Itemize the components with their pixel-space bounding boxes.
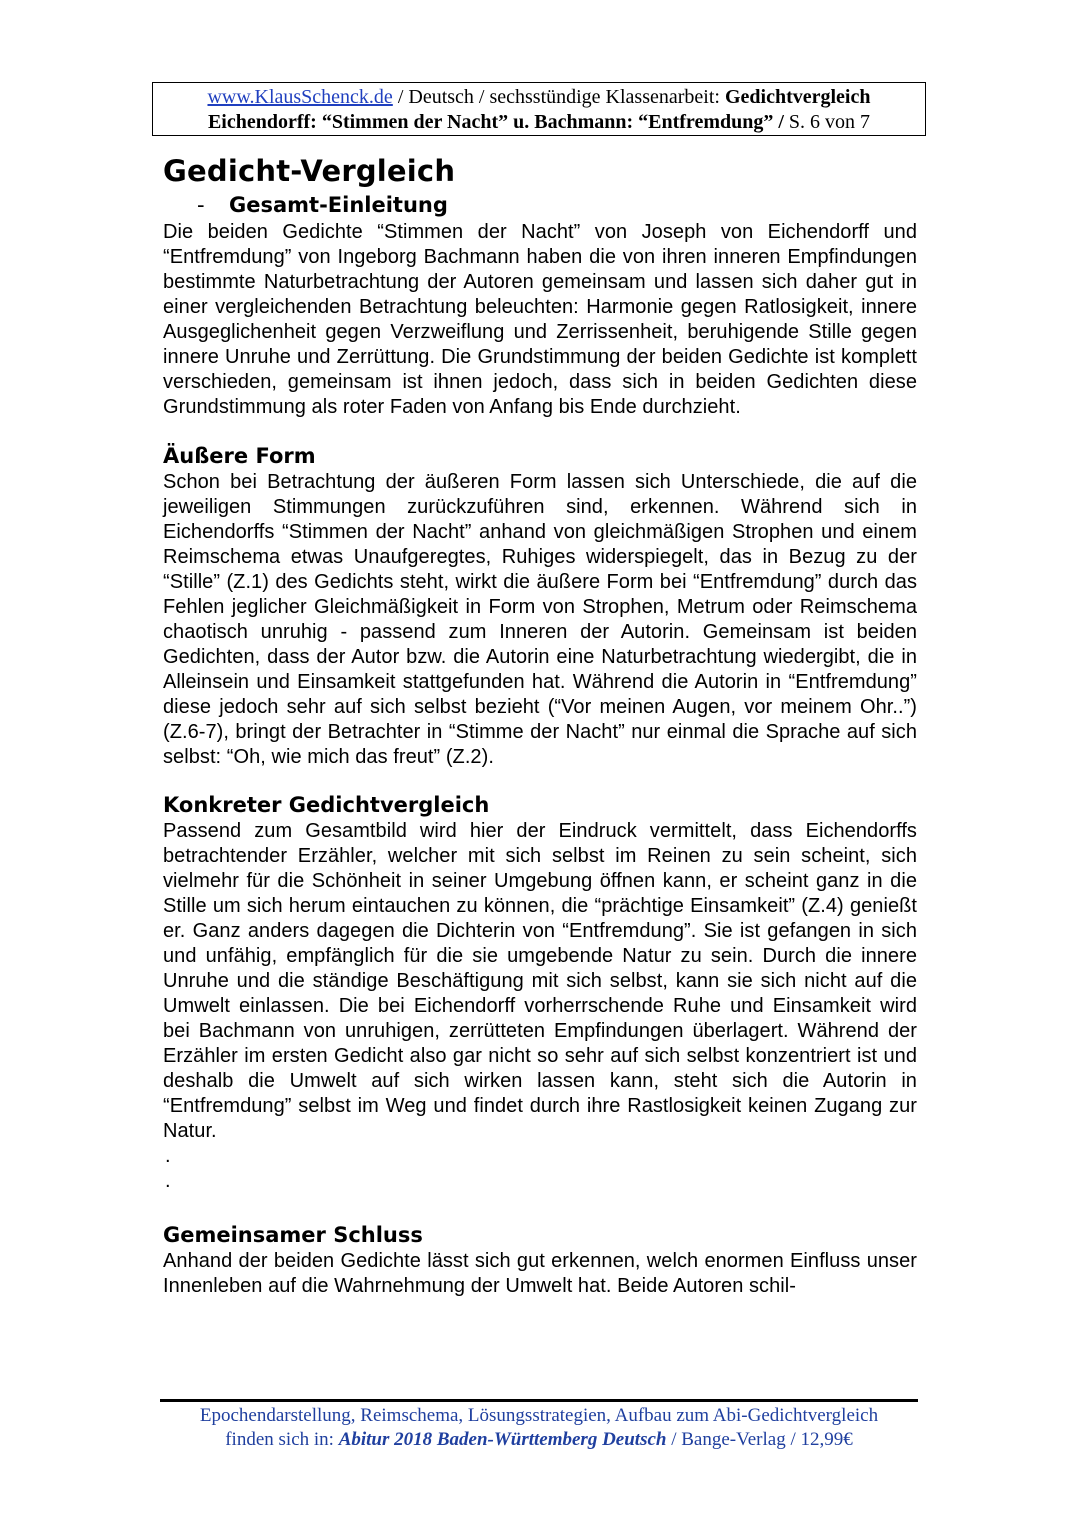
footer-line-2 [160, 1428, 918, 1452]
ellipsis-dot-1: . [165, 1145, 171, 1167]
section-text-form: Schon bei Betrachtung der äußeren Form lassen sich Unterschiede, die auf die jeweiligen Stimmungen zurückzuführen sind, erkennen. Während sich in Eichendorffs “Stimmen der Nacht” anhand von gleichmäßigen Strophen und einem Reimschema etwas Unaufgeregtes, Ruhiges widerspiegelt, das in Bezug zu der “Stille” (Z.1) des Gedichts steht, wirkt die äußere Form bei “Entfremdung” durch das Fehlen jeglicher Gleichmäßigkeit in Form von Strophen, Metrum oder Reimschema chaotisch unruhig - passend zum Inneren der Autorin. Gemeinsam ist beiden Gedichten, dass der Autor bzw. die Autorin eine Naturbetrachtung wiedergibt, die in Alleinsein und Einsamkeit stattgefunden hat. Während die Autorin in “Entfremdung” diese jedoch sehr auf sich selbst bezieht (“Vor meinen Augen, vor meinem Ohr..”) (Z.6-7), bringt der Betrachter in “Stimme der Nacht” nur einmal die Sprache auf sich selbst: “Oh, wie mich das freut” (Z.2). [163, 471, 917, 768]
footer-divider [160, 1399, 918, 1402]
ellipsis-dot-2: . [165, 1170, 171, 1192]
footer-book-title: Abitur 2018 Baden-Württemberg Deutsch [338, 1429, 667, 1450]
header-line-1 [153, 85, 925, 110]
header-poems: Eichendorff: “Stimmen der Nacht” u. Bachmann: “Entfremdung” / [207, 111, 784, 133]
subheading [163, 190, 917, 220]
header-page-number: S. 6 von 7 [783, 111, 871, 133]
section-heading-comparison: Konkreter Gedichtvergleich [163, 793, 490, 817]
section-text-comparison: Passend zum Gesamtbild wird hier der Eindruck vermittelt, dass Eichendorffs betrachtender Erzähler, welcher mit sich selbst im Reinen zu sein scheint, sich vielmehr für die Schönheit in seiner Umgebung öffnen kann, er scheint ganz in die Stille um sich herum eintauchen zu können, die “prächtige Einsamkeit” (Z.4) genießt er. Ganz anders dagegen die Dichterin von “Entfremdung”. Sie ist gefangen in sich und unfähig, empfänglich für die sie umgebende Natur zu sein. Durch die innere Unruhe und die ständige Beschäftigung mit sich selbst, kann sie sich nicht auf die Umwelt einlassen. Die bei Eichendorff vorherrschende Ruhe und Einsamkeit wird bei Bachmann von unruhigen, zerrütteten Empfindungen überlagert. Während der Erzähler im ersten Gedicht also gar nicht so sehr auf sich selbst konzentriert ist und deshalb die Umwelt auf sich wirken lassen kann, steht sich die Autorin in “Entfremdung” selbst im Weg und findet durch ihre Rastlosigkeit keinen Zugang zur Natur. [163, 820, 917, 1142]
page-title: Gedicht-Vergleich [163, 154, 456, 188]
intro-paragraph: Die beiden Gedichte “Stimmen der Nacht” von Joseph von Eichendorff und “Entfremdung” von Ingeborg Bachmann haben die von ihren inneren Empfindungen bestimmte Naturbetrachtung der Autoren gemeinsam und lassen sich daher gut in einer vergleichenden Betrachtung beleuchten: Harmonie gegen Ratlosigkeit, innere Ausgeglichenheit gegen Verzweiflung und Zerrissenheit, beruhigende Stille gegen innere Unruhe und Zerrüttung. Die Grundstimmung der beiden Gedichte ist komplett verschieden, gemeinsam ist ihnen jedoch, dass sich in beiden Gedichten diese Grundstimmung als roter Faden von Anfang bis Ende durchzieht. [163, 221, 917, 418]
header-subject: / Deutsch / sechsstündige Klassenarbeit: [392, 86, 725, 108]
footer-publisher: / Bange-Verlag / 12,99€ [666, 1429, 853, 1450]
main-content [163, 152, 917, 1299]
site-link[interactable]: www.KlausSchenck.de [207, 86, 393, 108]
subheading-label: Gesamt-Einleitung [229, 193, 448, 217]
section-heading-closing: Gemeinsamer Schluss [163, 1223, 423, 1247]
section-text-closing: Anhand der beiden Gedichte lässt sich gut erkennen, welch enormen Einfluss unser Innenleben auf die Wahrnehmung der Umwelt hat. Beide Autoren schil- [163, 1250, 917, 1297]
footer-line-1: Epochendarstellung, Reimschema, Lösungsstrategien, Aufbau zum Abi-Gedichtvergleich [199, 1405, 879, 1426]
subheading-dash: - [197, 193, 205, 217]
header-line-2 [153, 110, 925, 135]
header-topic: Gedichtvergleich [724, 86, 871, 108]
page-footer [160, 1404, 918, 1452]
page-header [152, 82, 926, 136]
footer-prefix: finden sich in: [225, 1429, 339, 1450]
section-heading-form: Äußere Form [163, 444, 316, 468]
